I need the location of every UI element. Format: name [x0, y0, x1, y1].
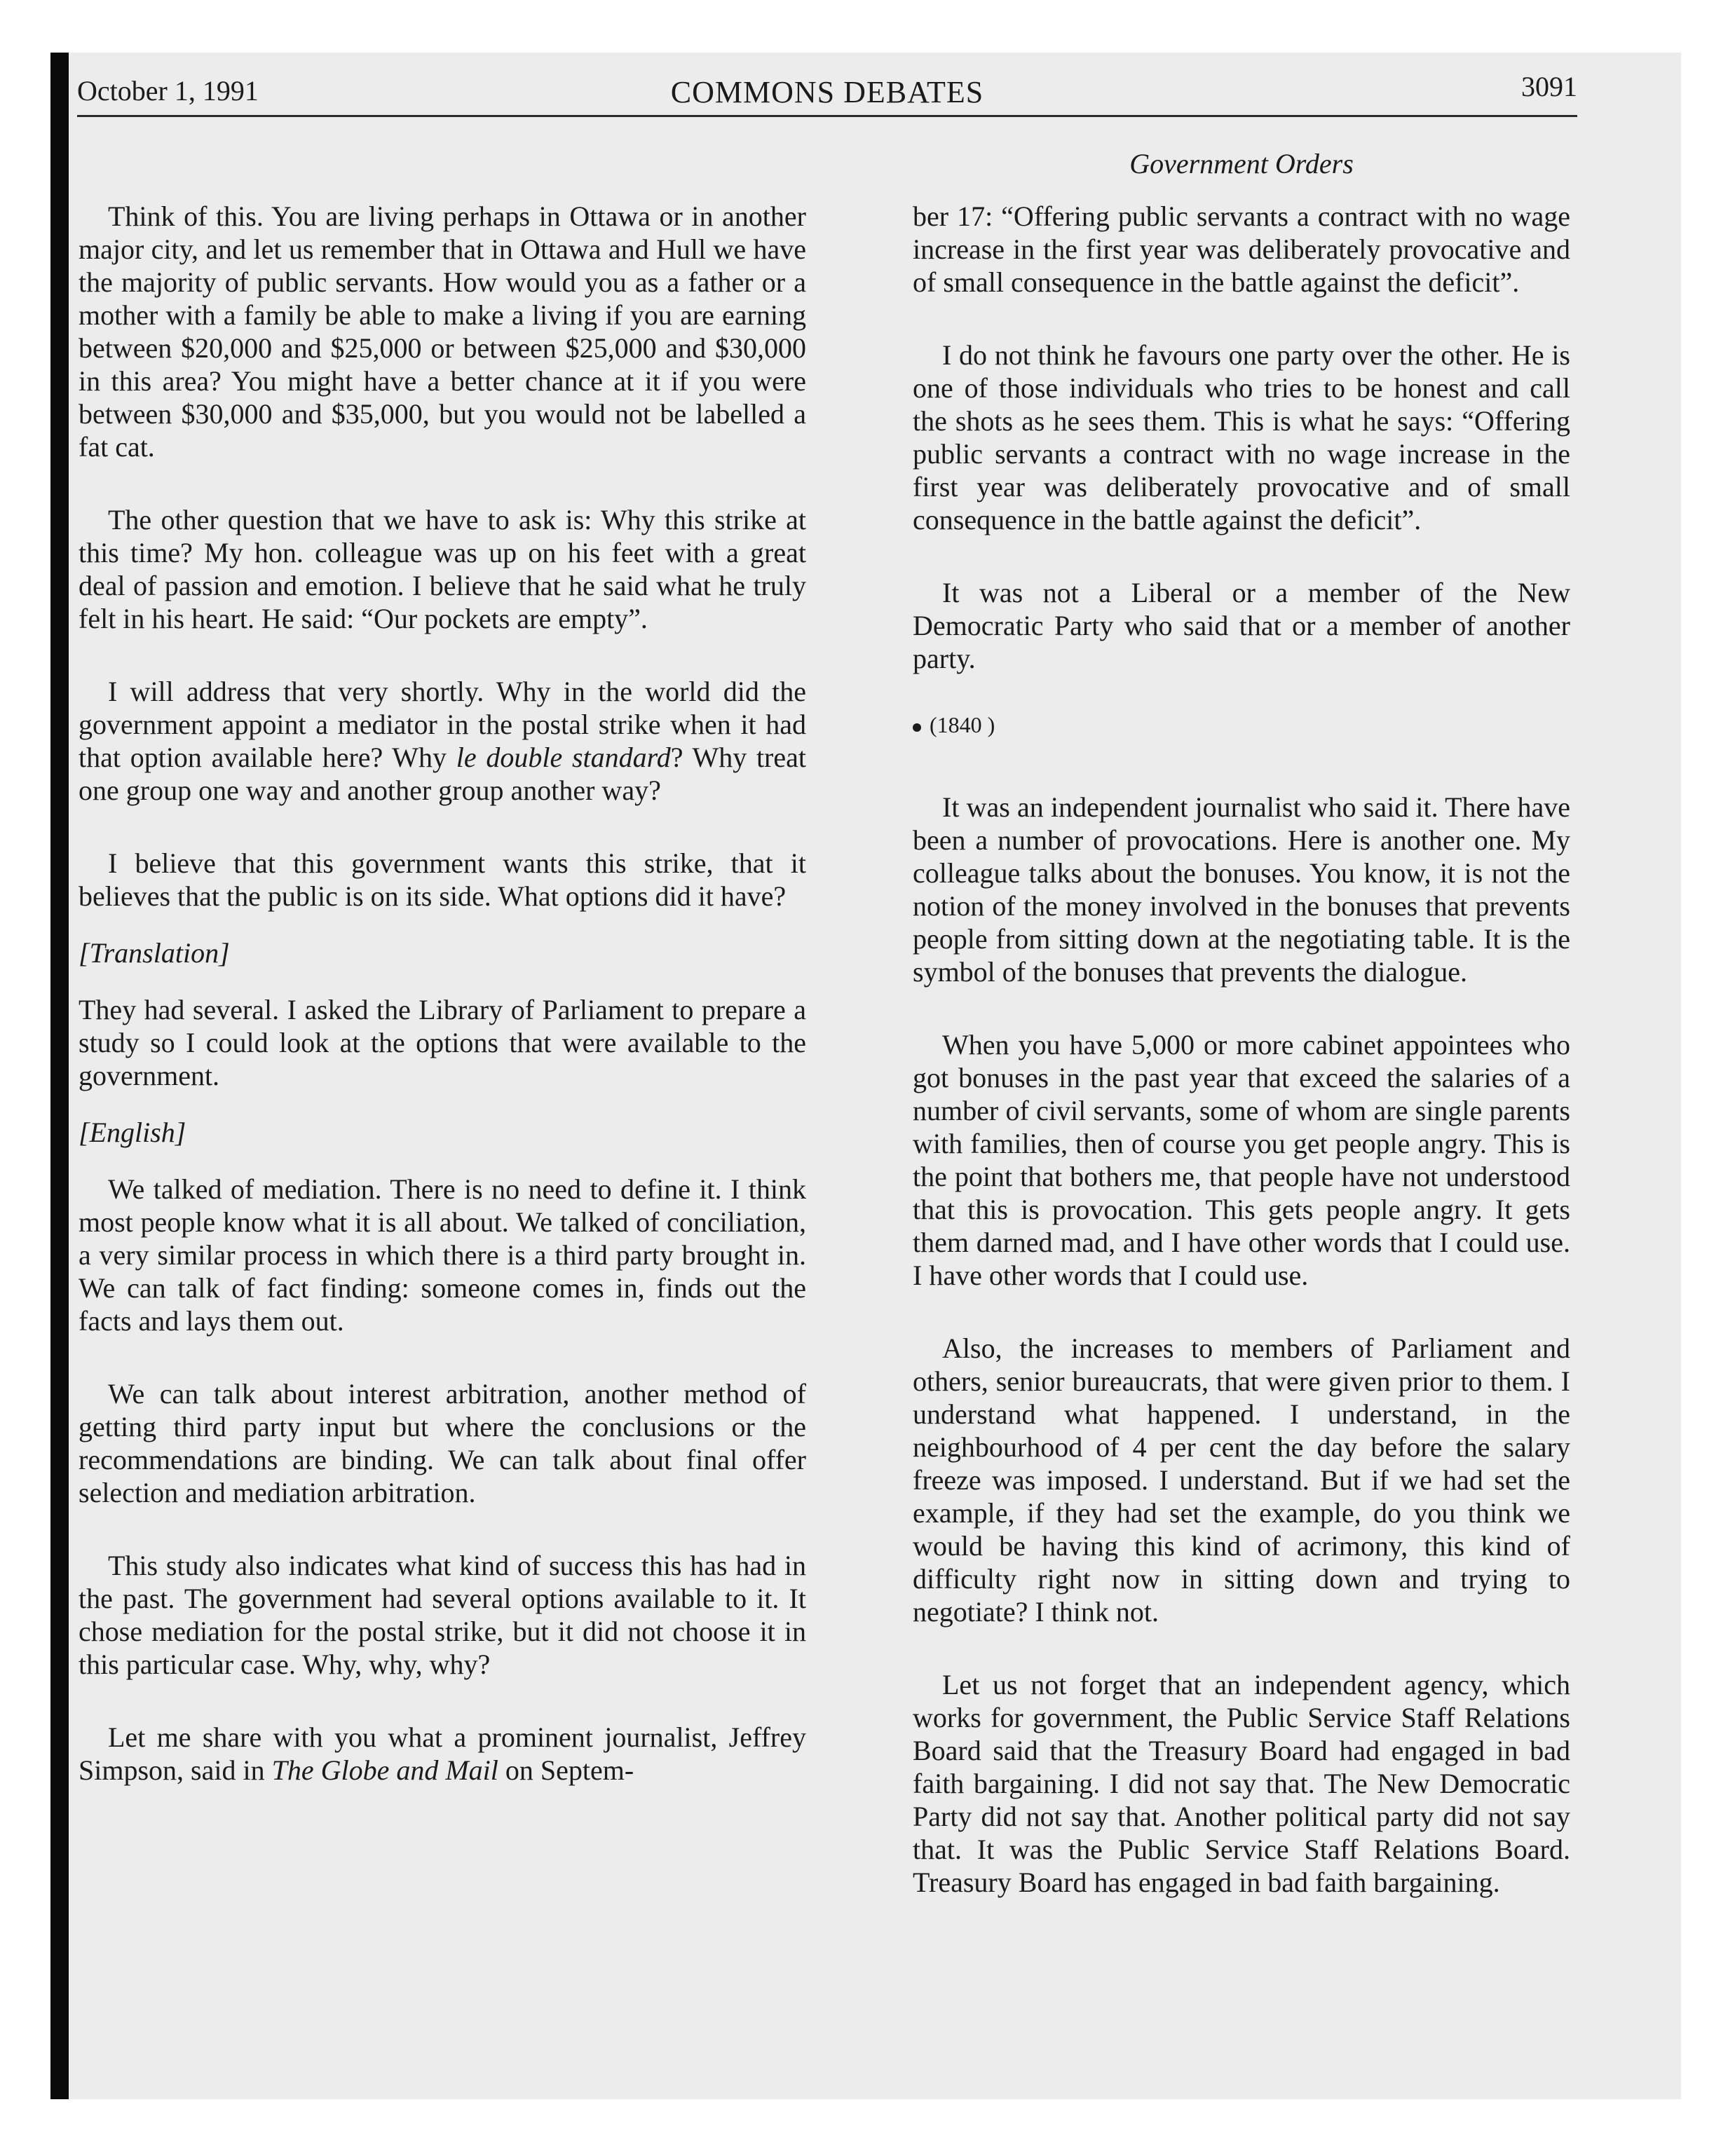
italic-phrase: le double standard [456, 742, 671, 773]
paragraph: We can talk about interest arbitration, another method of getting third party input but where the conclusions or the recommendations are binding. We can talk about final offer selection and mediation arbitration. [79, 1378, 806, 1508]
paragraph: I will address that very shortly. Why in the world did the government appoint a mediator in the postal strike when it had that option available here? Why le double standard? Why treat one group one way and another group another way? [79, 676, 806, 806]
paragraph: They had several. I asked the Library of Parliament to prepare a study so I could look at the options that were available to the government. [79, 994, 806, 1091]
left-column [79, 200, 806, 1827]
header-rule [77, 115, 1577, 117]
paragraph: Also, the increases to members of Parliament and others, senior bureaucrats, that were given prior to them. I understand what happened. I understand, in the neighbourhood of 4 per cent the day before the salary freeze was imposed. I understand. But if we had set the example, if they had set the example, do you think we would be having this kind of acrimony, this kind of difficulty right now in sitting down and trying to negotiate? I think not. [913, 1332, 1570, 1628]
paragraph: It was not a Liberal or a member of the New Democratic Party who said that or a member of another party. [913, 577, 1570, 674]
bullet-icon [913, 723, 921, 732]
section-title: Government Orders [1129, 148, 1354, 179]
scan-edge [50, 53, 69, 2099]
paragraph: We talked of mediation. There is no need to define it. I think most people know what it is all about. We talked of conciliation, a very similar process in which there is a third party brought in. We can talk of fact finding: someone comes in, finds out the facts and lays them out. [79, 1173, 806, 1337]
translation-tag: [Translation] [79, 937, 230, 969]
paragraph: This study also indicates what kind of success this has had in the past. The government had several options available to it. It chose mediation for the postal strike, but it did not choose it in this particular case. Why, why, why? [79, 1550, 806, 1680]
paragraph: I do not think he favours one party over the other. He is one of those individuals who tries to be honest and call the shots as he sees them. This is what he says: “Offering public servants a contract with no wage increase in the first year was deliberately provocative and of small consequence in the battle against the deficit”. [913, 339, 1570, 535]
paragraph: ber 17: “Offering public servants a contract with no wage increase in the first year was deliberately provocative and of small consequence in the battle against the deficit”. [913, 200, 1570, 298]
english-tag: [English] [79, 1117, 186, 1148]
time-marker: (1840 ) [913, 709, 1570, 742]
header-title: COMMONS DEBATES [670, 75, 984, 109]
paragraph: The other question that we have to ask is: Why this strike at this time? My hon. colleague was up on his feet with a great deal of passion and emotion. I believe that he said what he truly felt in his heart. He said: “Our pockets are empty”. [79, 504, 806, 634]
right-column [913, 200, 1570, 1939]
page-number: 3091 [1521, 71, 1577, 102]
paragraph: It was an independent journalist who said it. There have been a number of provocations. Here is another one. My colleague talks about the bonuses. You know, it is not the notion of the money involved in the bonuses that prevents people from sitting down at the negotiating table. It is the symbol of the bonuses that prevents the dialogue. [913, 791, 1570, 988]
paragraph: Think of this. You are living perhaps in Ottawa or in another major city, and let us remember that in Ottawa and Hull we have the majority of public servants. How would you as a father or a mother with a family be able to make a living if you are earning between $20,000 and $25,000 or between $25,000 and $30,000 in this area? You might have a better chance at it if you were between $30,000 and $35,000, but you would not be labelled a fat cat. [79, 200, 806, 463]
page-header [77, 70, 1577, 112]
paragraph: Let us not forget that an independent agency, which works for government, the Public Service Staff Relations Board said that the Treasury Board had engaged in bad faith bargaining. I did not say that. The New Democratic Party did not say that. Another political party did not say that. It was the Public Service Staff Relations Board. Treasury Board has engaged in bad faith bargaining. [913, 1669, 1570, 1898]
header-date: October 1, 1991 [77, 75, 259, 107]
paragraph: I believe that this government wants this strike, that it believes that the public is on its side. What options did it have? [79, 847, 806, 912]
paragraph: When you have 5,000 or more cabinet appointees who got bonuses in the past year that exceed the salaries of a number of civil servants, some of whom are single parents with families, then of course you get people angry. This is the point that bothers me, that people have not understood that this is provocation. This gets people angry. It gets them darned mad, and I have other words that I could use. I have other words that I could use. [913, 1029, 1570, 1291]
paragraph: Let me share with you what a prominent journalist, Jeffrey Simpson, said in The Globe and Mail on Septem- [79, 1721, 806, 1786]
italic-phrase: The Globe and Mail [271, 1754, 498, 1786]
